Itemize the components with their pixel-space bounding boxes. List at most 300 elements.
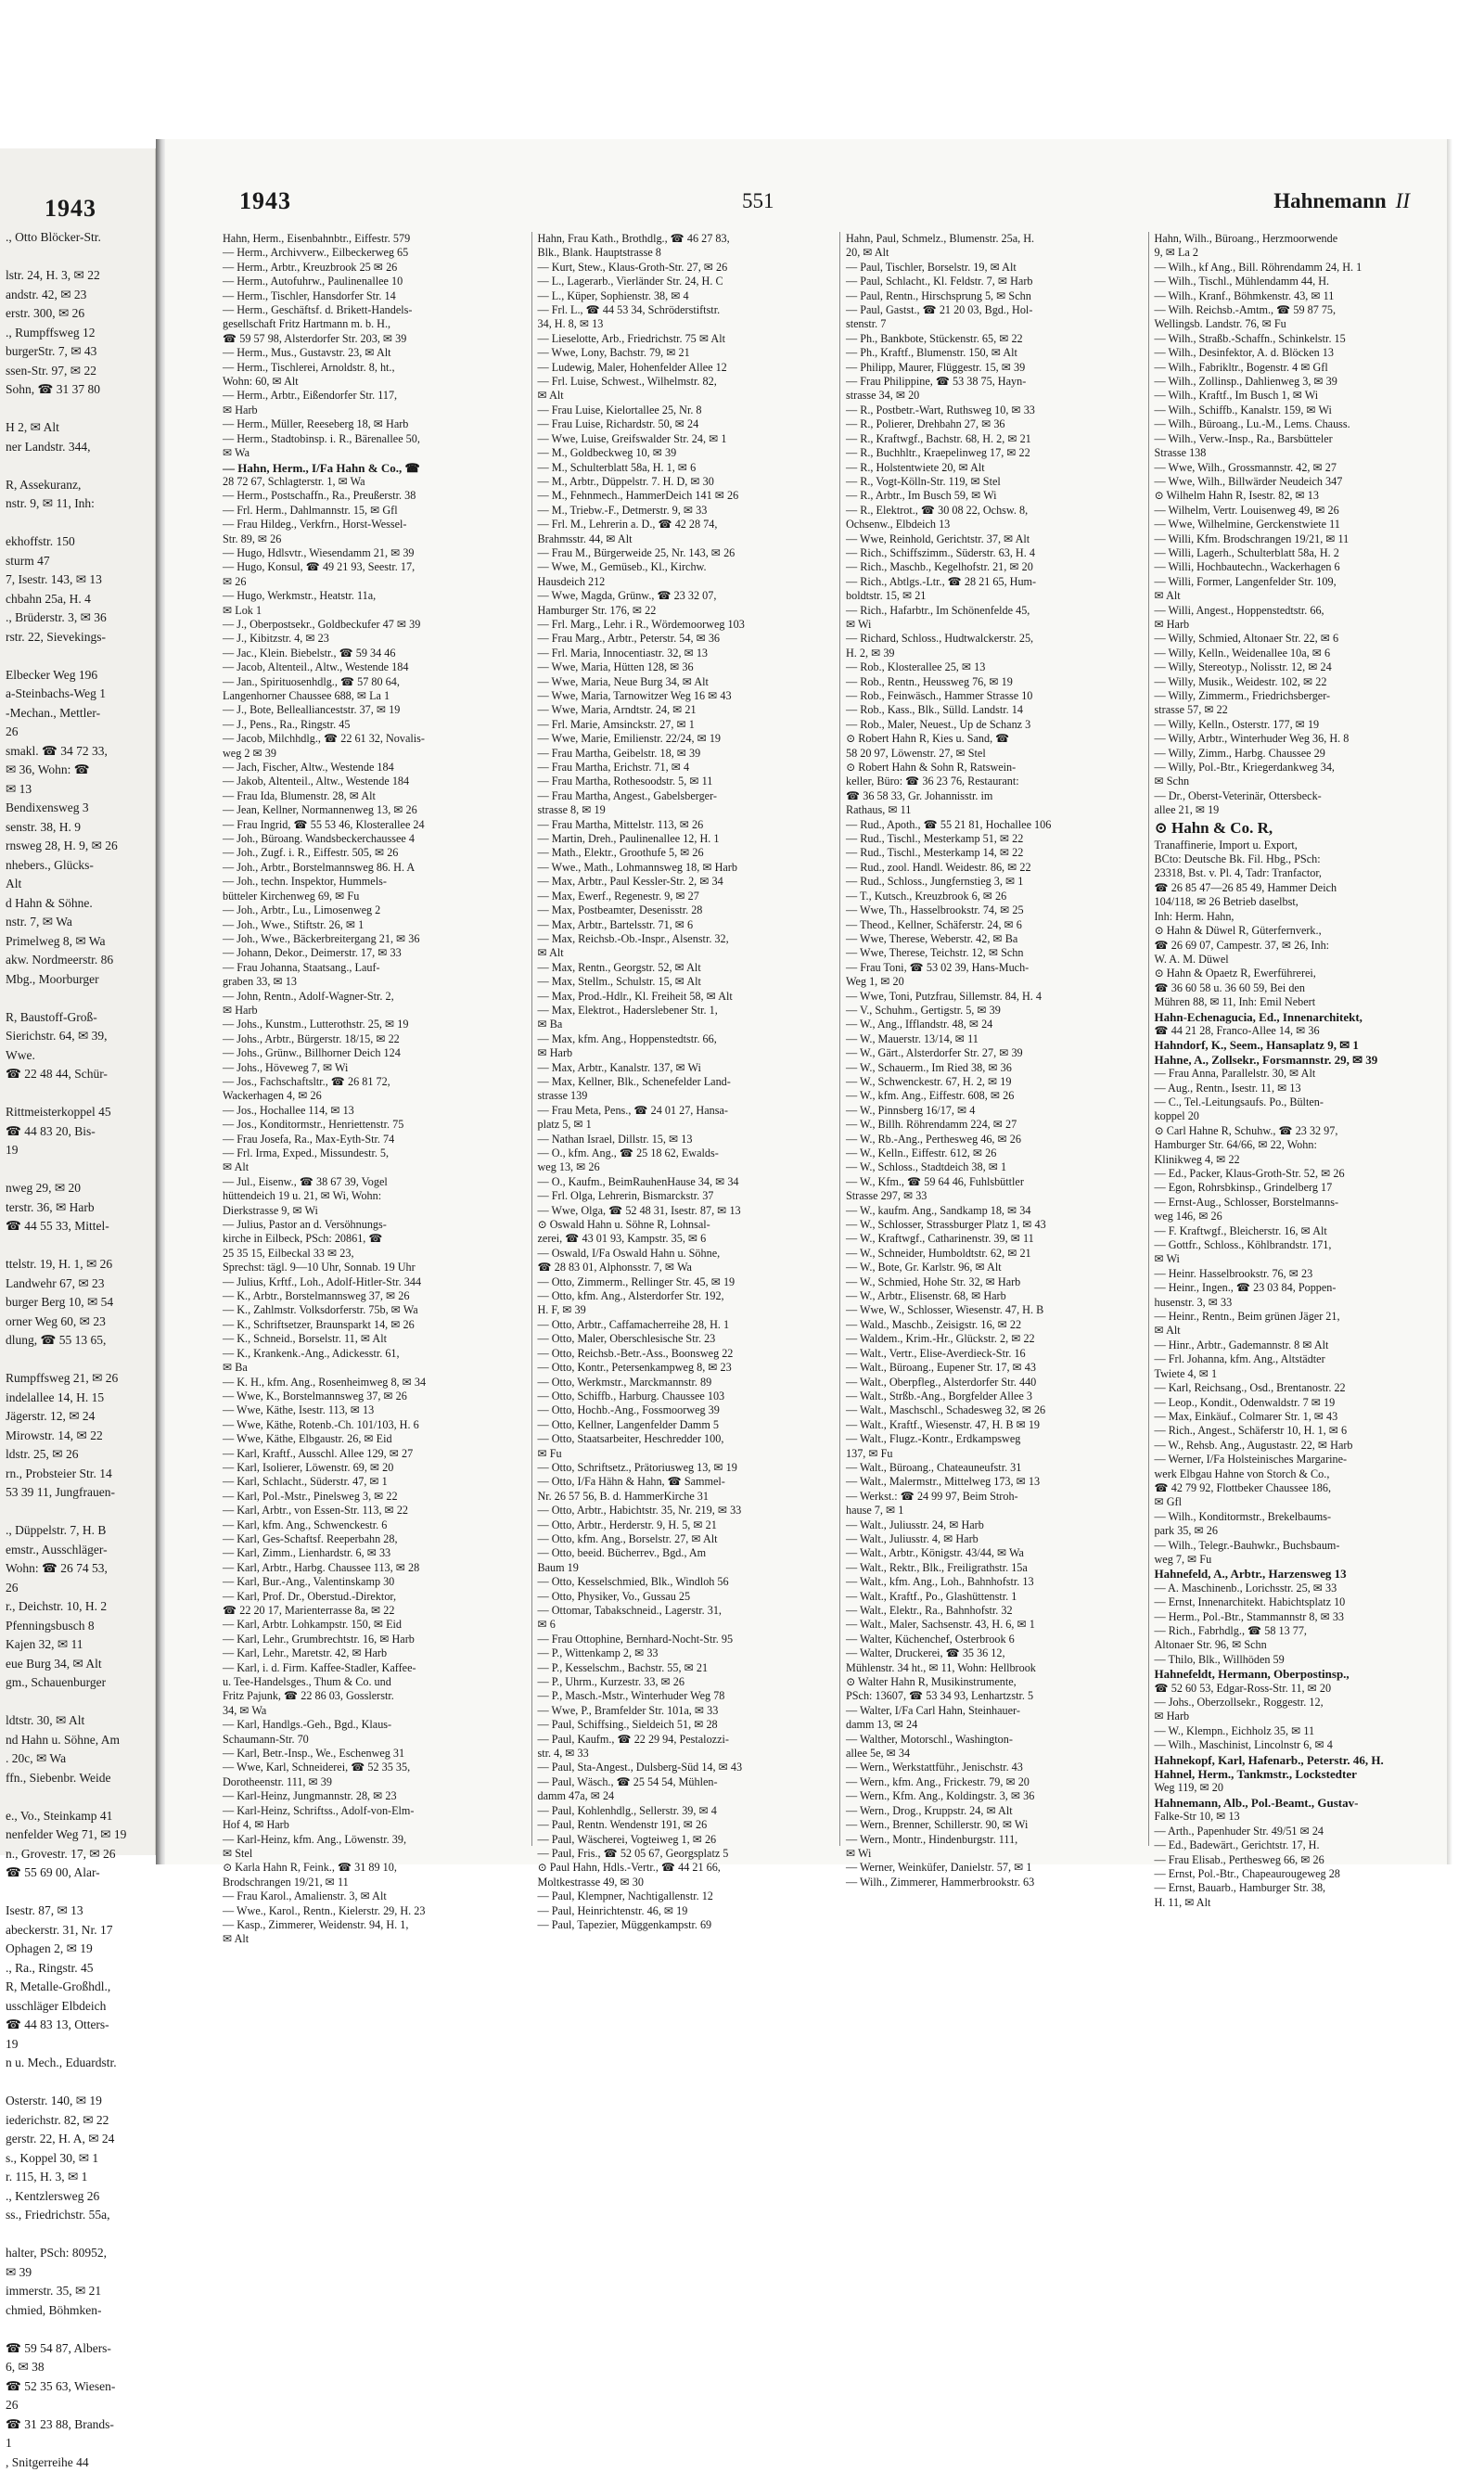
- directory-entry: — Max, Prod.-Hdlr., Kl. Freiheit 58, ✉ Alt: [538, 990, 835, 1004]
- directory-entry: — Rud., Schloss., Jungfernstieg 3, ✉ 1: [846, 875, 1143, 889]
- directory-entry: Wohn: 60, ✉ Alt: [223, 375, 526, 389]
- left-page-line: sturm 47: [6, 552, 154, 571]
- directory-entry: — Aug., Rentn., Isestr. 11, ✉ 13: [1155, 1082, 1452, 1095]
- directory-entry: — O., kfm. Ang., ☎ 25 18 62, Ewalds-: [538, 1146, 835, 1160]
- directory-entry: — Ernst, Innenarchitekt. Habichtsplatz 10: [1155, 1595, 1452, 1609]
- directory-entry: — R., Kraftwgf., Bachstr. 68, H. 2, ✉ 21: [846, 432, 1143, 446]
- directory-entry: 23318, Bst. v. Pl. 4, Tadr: Tranfactor,: [1155, 866, 1452, 880]
- directory-entry: — V., Schuhm., Gertigstr. 5, ✉ 39: [846, 1004, 1143, 1018]
- directory-entry: Baum 19: [538, 1561, 835, 1575]
- directory-entry: — P., Kesselschm., Bachstr. 55, ✉ 21: [538, 1661, 835, 1675]
- directory-entry: — Frau Martha, Mittelstr. 113, ✉ 26: [538, 818, 835, 832]
- directory-entry: ☎ 26 85 47—26 85 49, Hammer Deich: [1155, 881, 1452, 895]
- directory-entry: — Walt., Kraftf., Wiesenstr. 47, H. B ✉ 19: [846, 1418, 1143, 1432]
- directory-entry: PSch: 13607, ☎ 53 34 93, Lenhartzstr. 5: [846, 1689, 1143, 1703]
- directory-entry: — Willy, Schmied, Altonaer Str. 22, ✉ 6: [1155, 632, 1452, 646]
- directory-entry: — Wwe, Marie, Emilienstr. 22/24, ✉ 19: [538, 732, 835, 746]
- directory-entry: graben 33, ✉ 13: [223, 975, 526, 989]
- directory-entry: — Wilh., Desinfektor, A. d. Blöcken 13: [1155, 346, 1452, 360]
- directory-entry: — Frl. L., ☎ 44 53 34, Schröderstiftstr.: [538, 303, 835, 317]
- directory-entry: — Walt., Oberpfleg., Alsterdorfer Str. 440: [846, 1376, 1143, 1390]
- directory-entry: — Walt., Kraftf., Po., Glashüttenstr. 1: [846, 1590, 1143, 1604]
- directory-entry: Hahnefeldt, Hermann, Oberpostinsp.,: [1155, 1667, 1452, 1681]
- directory-entry: — Karl, Handlgs.-Geh., Bgd., Klaus-: [223, 1718, 526, 1732]
- directory-entry: — Walt., Elektr., Ra., Bahnhofstr. 32: [846, 1604, 1143, 1618]
- directory-entry: — Herm., Tischlerei, Arnoldstr. 8, ht.,: [223, 361, 526, 375]
- entry-columns: [223, 232, 1456, 1846]
- left-page-line: R, Assekuranz,: [6, 476, 154, 495]
- left-page-line: ., Düppelstr. 7, H. B: [6, 1521, 154, 1541]
- directory-entry: — Werner, I/Fa Holsteinisches Margarine-: [1155, 1453, 1452, 1467]
- directory-entry: — Jean, Kellner, Normannenweg 13, ✉ 26: [223, 803, 526, 817]
- left-page-line: R, Baustoff-Groß-: [6, 1008, 154, 1028]
- directory-entry: — Herm., Arbtr., Kreuzbrook 25 ✉ 26: [223, 261, 526, 275]
- directory-entry: — Willi, Angest., Hoppenstedtstr. 66,: [1155, 604, 1452, 618]
- directory-entry: — Wern., Montr., Hindenburgstr. 111,: [846, 1833, 1143, 1847]
- directory-entry: stenstr. 7: [846, 317, 1143, 331]
- running-head: Hahnemann II: [1273, 189, 1410, 213]
- directory-entry: — Max, Arbtr., Paul Kessler-Str. 2, ✉ 34: [538, 875, 835, 889]
- left-page-line: Pfenningsbusch 8: [6, 1617, 154, 1636]
- directory-entry: — Otto, beeid. Bücherrev., Bgd., Am: [538, 1546, 835, 1560]
- directory-entry: Str. 89, ✉ 26: [223, 532, 526, 546]
- directory-entry: — O., Kaufm., BeimRauhenHause 34, ✉ 34: [538, 1175, 835, 1189]
- directory-entry: — Frl. Marie, Amsinckstr. 27, ✉ 1: [538, 718, 835, 732]
- directory-entry: ✉ Schn: [1155, 775, 1452, 788]
- directory-entry: — Richard, Schloss., Hudtwalckerstr. 25,: [846, 632, 1143, 646]
- directory-entry: — Karl, Betr.-Insp., We., Eschenweg 31: [223, 1747, 526, 1761]
- directory-entry: — Theod., Kellner, Schäferstr. 24, ✉ 6: [846, 918, 1143, 932]
- left-page-line: ., Otto Blöcker-Str.: [6, 228, 154, 248]
- directory-entry: ✉ Alt: [538, 389, 835, 403]
- left-page-line: halter, PSch: 80952,: [6, 2244, 154, 2263]
- left-page-line: r. 115, H. 3, ✉ 1: [6, 2168, 154, 2187]
- directory-entry: — K. H., kfm. Ang., Rosenheimweg 8, ✉ 34: [223, 1376, 526, 1390]
- directory-entry: 104/118, ✉ 26 Betrieb daselbst,: [1155, 895, 1452, 909]
- directory-entry: — Wilh., Zimmerer, Hammerbrookstr. 63: [846, 1876, 1143, 1889]
- directory-entry: — Math., Elektr., Groothufe 5, ✉ 26: [538, 846, 835, 860]
- left-page-line: Wohn: ☎ 26 74 53,: [6, 1559, 154, 1579]
- directory-entry: — Otto, Arbtr., Herderstr. 9, H. 5, ✉ 21: [538, 1518, 835, 1532]
- directory-entry: Blk., Blank. Hauptstrasse 8: [538, 246, 835, 260]
- directory-entry: — Frl. M., Lehrerin a. D., ☎ 42 28 74,: [538, 518, 835, 532]
- directory-entry: Klinikweg 4, ✉ 22: [1155, 1153, 1452, 1167]
- left-page-line: [6, 2225, 154, 2245]
- directory-entry: — Wilh., Büroang., Lu.-M., Lems. Chauss.: [1155, 417, 1452, 431]
- directory-entry: Inh: Herm. Hahn,: [1155, 910, 1452, 924]
- left-page-line: emstr., Ausschläger-: [6, 1541, 154, 1560]
- left-page-line: rn., Probsteier Str. 14: [6, 1465, 154, 1484]
- left-page-line: H 2, ✉ Alt: [6, 418, 154, 438]
- directory-entry: — Werkst.: ☎ 24 99 97, Beim Stroh-: [846, 1490, 1143, 1504]
- left-page-line: ☎ 22 48 44, Schür-: [6, 1065, 154, 1084]
- left-page-line: ., Rumpffsweg 12: [6, 324, 154, 343]
- left-page-line: abeckerstr. 31, Nr. 17: [6, 1921, 154, 1940]
- directory-entry: — Ludewig, Maler, Hohenfelder Allee 12: [538, 361, 835, 375]
- directory-entry: Langenhorner Chaussee 688, ✉ La 1: [223, 689, 526, 703]
- directory-entry: — Frau Martha, Rothesoodstr. 5, ✉ 11: [538, 775, 835, 788]
- directory-entry: — Hugo, Hdlsvtr., Wiesendamm 21, ✉ 39: [223, 546, 526, 560]
- directory-entry: strasse 57, ✉ 22: [1155, 703, 1452, 717]
- left-page-line: 1: [6, 2434, 154, 2453]
- directory-entry: Falke-Str 10, ✉ 13: [1155, 1810, 1452, 1824]
- directory-entry: — Frau Luise, Kielortallee 25, Nr. 8: [538, 403, 835, 417]
- left-page-line: 26: [6, 2396, 154, 2415]
- left-page-line: [6, 1787, 154, 1807]
- directory-entry: strasse 139: [538, 1089, 835, 1103]
- directory-entry: — W., Schlosser, Strassburger Platz 1, ✉ 43: [846, 1218, 1143, 1232]
- directory-entry: — Otto, kfm. Ang., Alsterdorfer Str. 192,: [538, 1289, 835, 1303]
- directory-entry: — Walt., Juliusstr. 24, ✉ Harb: [846, 1518, 1143, 1532]
- directory-entry: — Walt., Maler, Sachsenstr. 43, H. 6, ✉ 1: [846, 1618, 1143, 1632]
- directory-entry: — Wwe, Olga, ☎ 52 48 31, Isestr. 87, ✉ 13: [538, 1204, 835, 1218]
- directory-entry: ⊙ Carl Hahne R, Schuhw., ☎ 23 32 97,: [1155, 1124, 1452, 1138]
- directory-entry: — Wilh., Kranf., Böhmkenstr. 43, ✉ 11: [1155, 289, 1452, 303]
- left-page-line: n., Grovestr. 17, ✉ 26: [6, 1845, 154, 1864]
- directory-entry: — W., Schauerm., Im Ried 38, ✉ 36: [846, 1061, 1143, 1075]
- left-page-line: immerstr. 35, ✉ 21: [6, 2282, 154, 2301]
- directory-entry: — Rich., Hafarbtr., Im Schönenfelde 45,: [846, 604, 1143, 618]
- directory-entry: — Willy, Kelln., Osterstr. 177, ✉ 19: [1155, 718, 1452, 732]
- directory-entry: — Frau Elisab., Perthesweg 66, ✉ 26: [1155, 1853, 1452, 1867]
- directory-entry: — M., Goldbeckweg 10, ✉ 39: [538, 446, 835, 460]
- left-page-line: [6, 2073, 154, 2093]
- left-page-line: r., Deichstr. 10, H. 2: [6, 1597, 154, 1617]
- directory-entry: — Frau M., Bürgerweide 25, Nr. 143, ✉ 26: [538, 546, 835, 560]
- directory-entry: — Wwe, Toni, Putzfrau, Sillemstr. 84, H. 4: [846, 990, 1143, 1004]
- left-page-line: ss., Friedrichstr. 55a,: [6, 2206, 154, 2225]
- directory-entry: — W., Arbtr., Elisenstr. 68, ✉ Harb: [846, 1289, 1143, 1303]
- left-page-line: ☎ 44 55 33, Mittel-: [6, 1217, 154, 1236]
- directory-entry: ☎ 36 58 33, Gr. Johannisstr. im: [846, 789, 1143, 803]
- left-page-line: Mbg., Moorburger: [6, 970, 154, 990]
- directory-entry: ✉ Harb: [1155, 1710, 1452, 1723]
- directory-entry: ✉ Stel: [223, 1847, 526, 1861]
- directory-entry: — Frl. Johanna, kfm. Ang., Altstädter: [1155, 1352, 1452, 1366]
- directory-entry: — Karl-Heinz, kfm. Ang., Löwenstr. 39,: [223, 1833, 526, 1847]
- left-page-line: 53 39 11, Jungfrauen-: [6, 1483, 154, 1503]
- directory-entry: — T., Kutsch., Kreuzbrook 6, ✉ 26: [846, 890, 1143, 903]
- directory-entry: — Joh., Zugf. i. R., Eiffestr. 505, ✉ 26: [223, 846, 526, 860]
- directory-entry: — Karl-Heinz, Schriftss., Adolf-von-Elm-: [223, 1804, 526, 1818]
- directory-entry: — Wwe, Wilh., Billwärder Neudeich 347: [1155, 475, 1452, 489]
- directory-entry: ⊙ Hahn & Opaetz R, Ewerführerei,: [1155, 967, 1452, 980]
- directory-entry: ☎ 26 69 07, Campestr. 37, ✉ 26, Inh:: [1155, 939, 1452, 953]
- directory-entry: — Paul, Wäsch., ☎ 25 54 54, Mühlen-: [538, 1775, 835, 1789]
- left-page-line: ✉ 39: [6, 2263, 154, 2283]
- directory-entry: — Wwe., Karol., Rentn., Kielerstr. 29, H. 23: [223, 1904, 526, 1918]
- left-page-line: Jägerstr. 12, ✉ 24: [6, 1407, 154, 1427]
- directory-entry: Hahnefeld, A., Arbtr., Harzensweg 13: [1155, 1567, 1452, 1581]
- directory-entry: — Jos., Fachschaftsltr., ☎ 26 81 72,: [223, 1075, 526, 1089]
- directory-entry: — Wwe, Magda, Grünw., ☎ 23 32 07,: [538, 589, 835, 603]
- page-year: 1943: [239, 187, 291, 215]
- directory-entry: — Otto, Arbtr., Habichtstr. 35, Nr. 219, ✉ 33: [538, 1504, 835, 1518]
- directory-column-1: [223, 232, 531, 1846]
- directory-entry: Twiete 4, ✉ 1: [1155, 1367, 1452, 1381]
- directory-entry: ✉ Fu: [538, 1447, 835, 1461]
- directory-entry: husenstr. 3, ✉ 33: [1155, 1296, 1452, 1310]
- directory-entry: — Frl. Luise, Schwest., Wilhelmstr. 82,: [538, 375, 835, 389]
- directory-entry: — Willi, Former, Langenfelder Str. 109,: [1155, 575, 1452, 589]
- directory-entry: — Willi, Hochbautechn., Wackerhagen 6: [1155, 560, 1452, 574]
- directory-entry: — Herm., Arbtr., Eißendorfer Str. 117,: [223, 389, 526, 403]
- directory-entry: Rathaus, ✉ 11: [846, 803, 1143, 817]
- left-page-line: Kajen 32, ✉ 11: [6, 1635, 154, 1655]
- left-page-line: orner Weg 60, ✉ 23: [6, 1313, 154, 1332]
- directory-entry: — Wwe, Th., Hasselbrookstr. 74, ✉ 25: [846, 903, 1143, 917]
- directory-entry: — Rob., Kass., Blk., Sülld. Landstr. 14: [846, 703, 1143, 717]
- directory-entry: — Frau Toni, ☎ 53 02 39, Hans-Much-: [846, 961, 1143, 975]
- directory-entry: — Wilh., Telegr.-Bauhwkr., Buchsbaum-: [1155, 1539, 1452, 1553]
- left-page-line: Bendixensweg 3: [6, 799, 154, 818]
- directory-entry: — Wwe, Maria, Tarnowitzer Weg 16 ✉ 43: [538, 689, 835, 703]
- left-page-line: usschläger Elbdeich: [6, 1997, 154, 2017]
- directory-entry: Hahndorf, K., Seem., Hansaplatz 9, ✉ 1: [1155, 1038, 1452, 1052]
- left-page-line: ldstr. 25, ✉ 26: [6, 1445, 154, 1465]
- directory-entry: — Otto, Maler, Oberschlesische Str. 23: [538, 1332, 835, 1346]
- directory-entry: — Rob., Klosterallee 25, ✉ 13: [846, 660, 1143, 674]
- directory-entry: — Kurt, Stew., Klaus-Groth-Str. 27, ✉ 26: [538, 261, 835, 275]
- directory-entry: — Otto, Staatsarbeiter, Heschredder 100,: [538, 1432, 835, 1446]
- directory-entry: — Frau Ida, Blumenstr. 28, ✉ Alt: [223, 789, 526, 803]
- directory-entry: hüttendeich 19 u. 21, ✉ Wi, Wohn:: [223, 1189, 526, 1203]
- directory-entry: — W., Mauerstr. 13/14, ✉ 11: [846, 1032, 1143, 1046]
- directory-entry: — Willy, Zimmerm., Friedrichsberger-: [1155, 689, 1452, 703]
- left-page-line: ttelstr. 19, H. 1, ✉ 26: [6, 1255, 154, 1274]
- left-page-line: [6, 1236, 154, 1256]
- directory-entry: — Otto, Hochb.-Ang., Fossmoorweg 39: [538, 1403, 835, 1417]
- directory-entry: — W., Schneider, Humboldtstr. 62, ✉ 21: [846, 1247, 1143, 1261]
- directory-entry: — Walt., Juliusstr. 4, ✉ Harb: [846, 1532, 1143, 1546]
- left-page-line: 26: [6, 723, 154, 742]
- directory-entry: Moltkestrasse 49, ✉ 30: [538, 1876, 835, 1889]
- directory-entry: — Hinr., Arbtr., Gademannstr. 8 ✉ Alt: [1155, 1338, 1452, 1352]
- directory-entry: boldtstr. 15, ✉ 21: [846, 589, 1143, 603]
- directory-entry: — Wilh., Schiffb., Kanalstr. 159, ✉ Wi: [1155, 403, 1452, 417]
- left-page-line: a-Steinbachs-Weg 1: [6, 685, 154, 704]
- directory-entry: Nr. 26 57 56, B. d. HammerKirche 31: [538, 1490, 835, 1504]
- directory-entry: ✉ Harb: [223, 403, 526, 417]
- directory-entry: Sprechst: tägl. 9—10 Uhr, Sonnab. 19 Uhr: [223, 1261, 526, 1274]
- directory-entry: — Frau Ingrid, ☎ 55 53 46, Klosterallee 24: [223, 818, 526, 832]
- directory-entry: — F. Kraftwgf., Bleicherstr. 16, ✉ Alt: [1155, 1224, 1452, 1238]
- directory-entry: — Hahn, Herm., I/Fa Hahn & Co., ☎: [223, 461, 526, 475]
- page-header: [165, 187, 1447, 219]
- left-page-line: [6, 1693, 154, 1712]
- directory-entry: — W., Rehsb. Ang., Augustastr. 22, ✉ Harb: [1155, 1439, 1452, 1453]
- directory-entry: — Otto, kfm. Ang., Borselstr. 27, ✉ Alt: [538, 1532, 835, 1546]
- left-page-line: akw. Nordmeerstr. 86: [6, 951, 154, 970]
- directory-entry: — Paul, Fris., ☎ 52 05 67, Georgsplatz 5: [538, 1847, 835, 1861]
- directory-entry: — R., Holstentwiete 20, ✉ Alt: [846, 461, 1143, 475]
- left-page-line: e., Vo., Steinkamp 41: [6, 1807, 154, 1826]
- directory-entry: Strasse 297, ✉ 33: [846, 1189, 1143, 1203]
- directory-entry: — Otto, Zimmerm., Rellinger Str. 45, ✉ 19: [538, 1275, 835, 1289]
- directory-entry: platz 5, ✉ 1: [538, 1118, 835, 1132]
- directory-entry: H. 11, ✉ Alt: [1155, 1896, 1452, 1910]
- directory-entry: ☎ 42 79 92, Flottbeker Chaussee 186,: [1155, 1481, 1452, 1495]
- directory-entry: — Max, Kellner, Blk., Schenefelder Land-: [538, 1075, 835, 1089]
- directory-entry: Fritz Pajunk, ☎ 22 86 03, Gosslerstr.: [223, 1689, 526, 1703]
- directory-entry: 28 72 67, Schlagterstr. 1, ✉ Wa: [223, 475, 526, 489]
- directory-entry: Mühren 88, ✉ 11, Inh: Emil Nebert: [1155, 995, 1452, 1009]
- directory-entry: ✉ Harb: [538, 1046, 835, 1060]
- left-page-line: s., Koppel 30, ✉ 1: [6, 2149, 154, 2169]
- directory-entry: ⊙ Oswald Hahn u. Söhne R, Lohnsal-: [538, 1218, 835, 1232]
- directory-entry: — Paul, Klempner, Nachtigallenstr. 12: [538, 1889, 835, 1903]
- left-page-line: ., Kentzlersweg 26: [6, 2187, 154, 2207]
- left-page-line: nenfelder Weg 71, ✉ 19: [6, 1825, 154, 1845]
- directory-entry: Ochsenw., Elbdeich 13: [846, 518, 1143, 532]
- directory-entry: — Walt., kfm. Ang., Loh., Bahnhofstr. 13: [846, 1575, 1143, 1589]
- directory-entry: — Walt., Strßb.-Ang., Borgfelder Allee 3: [846, 1390, 1143, 1403]
- left-page-line: R, Metalle-Großhdl.,: [6, 1978, 154, 1997]
- directory-entry: str. 4, ✉ 33: [538, 1747, 835, 1761]
- running-head-suffix: II: [1396, 189, 1410, 212]
- directory-entry: — Willy, Kelln., Weidenallee 10a, ✉ 6: [1155, 647, 1452, 660]
- directory-entry: — Karl, Reichsang., Osd., Brentanostr. 22: [1155, 1381, 1452, 1395]
- directory-entry: — J., Bote, Belleallianceststr. 37, ✉ 19: [223, 703, 526, 717]
- directory-entry: Dierkstrasse 9, ✉ Wi: [223, 1204, 526, 1218]
- directory-entry: Hof 4, ✉ Harb: [223, 1818, 526, 1832]
- directory-entry: — R., Arbtr., Im Busch 59, ✉ Wi: [846, 489, 1143, 503]
- directory-entry: Brahmsstr. 44, ✉ Alt: [538, 532, 835, 546]
- directory-entry: — Ed., Badewärt., Gerichtstr. 17, H.: [1155, 1838, 1452, 1852]
- directory-entry: — Wern., Drog., Kruppstr. 24, ✉ Alt: [846, 1804, 1143, 1818]
- directory-entry: Weg 1, ✉ 20: [846, 975, 1143, 989]
- directory-column-2: [531, 232, 840, 1846]
- directory-entry: 20, ✉ Alt: [846, 246, 1143, 260]
- directory-entry: — Paul, Tapezier, Müggenkampstr. 69: [538, 1918, 835, 1932]
- directory-entry: — Willy, Zimm., Harbg. Chaussee 29: [1155, 747, 1452, 761]
- directory-entry: — Paul, Heinrichtenstr. 46, ✉ 19: [538, 1904, 835, 1918]
- directory-entry: — Karl, Zimm., Lienhardstr. 6, ✉ 33: [223, 1546, 526, 1560]
- directory-entry: — W., Schwenckestr. 67, H. 2, ✉ 19: [846, 1075, 1143, 1089]
- directory-entry: — Gottfr., Schloss., Köhlbrandstr. 171,: [1155, 1238, 1452, 1252]
- directory-entry: ✉ Wi: [1155, 1252, 1452, 1266]
- left-page-line: ., Ra., Ringstr. 45: [6, 1959, 154, 1979]
- directory-entry: — Wilh., Kraftf., Im Busch 1, ✉ Wi: [1155, 389, 1452, 403]
- directory-entry: 34, H. 8, ✉ 13: [538, 317, 835, 331]
- directory-entry: — Jac., Klein. Biebelstr., ☎ 59 34 46: [223, 647, 526, 660]
- left-page-line: nd Hahn u. Söhne, Am: [6, 1731, 154, 1750]
- directory-entry: Hahnekopf, Karl, Hafenarb., Peterstr. 46, H.: [1155, 1753, 1452, 1767]
- directory-entry: strasse 8, ✉ 19: [538, 803, 835, 817]
- directory-entry: — Karl, Arbtr., von Essen-Str. 113, ✉ 22: [223, 1504, 526, 1518]
- directory-entry: — Rich., Schiffszimm., Süderstr. 63, H. 4: [846, 546, 1143, 560]
- directory-entry: strasse 34, ✉ 20: [846, 389, 1143, 403]
- directory-entry: — Max, kfm. Ang., Hoppenstedtstr. 66,: [538, 1032, 835, 1046]
- directory-entry: — Wwe, Lony, Bachstr. 79, ✉ 21: [538, 346, 835, 360]
- directory-entry: Wellingsb. Landstr. 76, ✉ Fu: [1155, 317, 1452, 331]
- directory-entry: — Walt., Büroang., Chateauneufstr. 31: [846, 1461, 1143, 1475]
- left-page-line: ssen-Str. 97, ✉ 22: [6, 362, 154, 381]
- directory-entry: — Joh., Arbtr., Borstelmannsweg 86. H. A: [223, 861, 526, 875]
- directory-entry: — Karl, Arbtr., Harbg. Chaussee 113, ✉ 28: [223, 1561, 526, 1575]
- left-page-line: ✉ 36, Wohn: ☎: [6, 761, 154, 780]
- directory-entry: Brodschrangen 19/21, ✉ 11: [223, 1876, 526, 1889]
- directory-entry: — Wald., Maschb., Zeisigstr. 16, ✉ 22: [846, 1318, 1143, 1332]
- directory-entry: — Rich., Angest., Schäferstr 10, H. 1, ✉ 6: [1155, 1424, 1452, 1438]
- directory-entry: — Willy, Pol.-Btr., Kriegerdankweg 34,: [1155, 761, 1452, 775]
- left-page-line: ekhoffstr. 150: [6, 532, 154, 552]
- directory-entry: — Jach, Fischer, Altw., Westende 184: [223, 761, 526, 775]
- directory-entry: — Karl, Lehr., Grumbrechtstr. 16, ✉ Harb: [223, 1633, 526, 1646]
- directory-entry: 58 20 97, Löwenstr. 27, ✉ Stel: [846, 747, 1143, 761]
- directory-entry: Hamburger Str. 176, ✉ 22: [538, 604, 835, 618]
- left-page-line: [6, 1351, 154, 1370]
- directory-entry: — M., Schulterblatt 58a, H. 1, ✉ 6: [538, 461, 835, 475]
- left-page-line: [6, 1503, 154, 1522]
- directory-entry: Hahn, Frau Kath., Brothdlg., ☎ 46 27 83,: [538, 232, 835, 246]
- page-edge: [1447, 139, 1452, 1864]
- directory-entry: ⊙ Walter Hahn R, Musikinstrumente,: [846, 1675, 1143, 1689]
- directory-entry: — Paul, Schiffsing., Sieldeich 51, ✉ 28: [538, 1718, 835, 1732]
- directory-entry: ⊙ Robert Hahn & Sohn R, Ratswein-: [846, 761, 1143, 775]
- directory-entry: 25 35 15, Eilbeckal 33 ✉ 23,: [223, 1247, 526, 1261]
- directory-entry: — Wilh., Konditormstr., Brekelbaums-: [1155, 1510, 1452, 1524]
- directory-entry: — Otto, Kontr., Petersenkampweg 8, ✉ 23: [538, 1361, 835, 1375]
- directory-entry: — Nathan Israel, Dillstr. 15, ✉ 13: [538, 1133, 835, 1146]
- left-page-line: terstr. 36, ✉ Harb: [6, 1198, 154, 1218]
- directory-entry: — Karl, Arbtr. Lohkampstr. 150, ✉ Eid: [223, 1618, 526, 1632]
- left-page-line: Sierichstr. 64, ✉ 39,: [6, 1027, 154, 1046]
- left-page-line: andstr. 42, ✉ 23: [6, 286, 154, 305]
- directory-entry: — W., Billh. Röhrendamm 224, ✉ 27: [846, 1118, 1143, 1132]
- directory-page: [165, 139, 1447, 1864]
- left-page-line: [6, 1084, 154, 1104]
- left-page-line: Landwehr 67, ✉ 23: [6, 1274, 154, 1294]
- directory-entry: ☎ 28 83 01, Alphonsstr. 7, ✉ Wa: [538, 1261, 835, 1274]
- directory-entry: H. F, ✉ 39: [538, 1303, 835, 1317]
- left-page-line: dlung, ☎ 55 13 65,: [6, 1331, 154, 1351]
- page-number: 551: [742, 189, 774, 213]
- directory-entry: ✉ Wi: [846, 618, 1143, 632]
- directory-entry: — Walter, Druckerei, ☎ 35 36 12,: [846, 1646, 1143, 1660]
- left-page-line: iederichstr. 82, ✉ 22: [6, 2111, 154, 2131]
- directory-entry: koppel 20: [1155, 1109, 1452, 1123]
- directory-entry: — Max, Reichsb.-Ob.-Inspr., Alsenstr. 32,: [538, 932, 835, 946]
- directory-entry: Hamburger Str. 64/66, ✉ 22, Wohn:: [1155, 1138, 1452, 1152]
- directory-entry: — Otto, Reichsb.-Betr.-Ass., Boonsweg 22: [538, 1347, 835, 1361]
- directory-entry: — Willi, Lagerh., Schulterblatt 58a, H. 2: [1155, 546, 1452, 560]
- directory-entry: weg 2 ✉ 39: [223, 747, 526, 761]
- left-page-line: d Hahn & Söhne.: [6, 894, 154, 914]
- directory-entry: ✉ Gfl: [1155, 1495, 1452, 1509]
- directory-entry: — Paul, Kohlenhdlg., Sellerstr. 39, ✉ 4: [538, 1804, 835, 1818]
- directory-entry: — Jacob, Milchhdlg., ☎ 22 61 32, Novalis-: [223, 732, 526, 746]
- directory-entry: — Johs., Höveweg 7, ✉ Wi: [223, 1061, 526, 1075]
- directory-entry: — Wwe, W., Schlosser, Wiesenstr. 47, H. B: [846, 1303, 1143, 1317]
- directory-entry: — P., Wittenkamp 2, ✉ 33: [538, 1646, 835, 1660]
- directory-entry: allee 21, ✉ 19: [1155, 803, 1452, 817]
- directory-entry: — Rich., Abtlgs.-Ltr., ☎ 28 21 65, Hum-: [846, 575, 1143, 589]
- left-page-line: Isestr. 87, ✉ 13: [6, 1902, 154, 1921]
- left-page-line: senstr. 38, H. 9: [6, 818, 154, 838]
- directory-entry: hause 7, ✉ 1: [846, 1504, 1143, 1518]
- left-page-line: chbahn 25a, H. 4: [6, 590, 154, 609]
- directory-entry: ✉ Wi: [846, 1847, 1143, 1861]
- directory-entry: — Wern., Werkstattführ., Jenischstr. 43: [846, 1761, 1143, 1774]
- directory-entry: — Wilh. Reichsb.-Amtm., ☎ 59 87 75,: [1155, 303, 1452, 317]
- directory-entry: — Frau Anna, Parallelstr. 30, ✉ Alt: [1155, 1067, 1452, 1081]
- directory-entry: — Otto, Arbtr., Caffamacherreihe 28, H. 1: [538, 1318, 835, 1332]
- directory-entry: ⊙ Hahn & Co. R,: [1155, 818, 1452, 839]
- directory-entry: — Wwe, Wilh., Grossmannstr. 42, ✉ 27: [1155, 461, 1452, 475]
- left-page-line: Elbecker Weg 196: [6, 666, 154, 685]
- left-page-line: [6, 2320, 154, 2339]
